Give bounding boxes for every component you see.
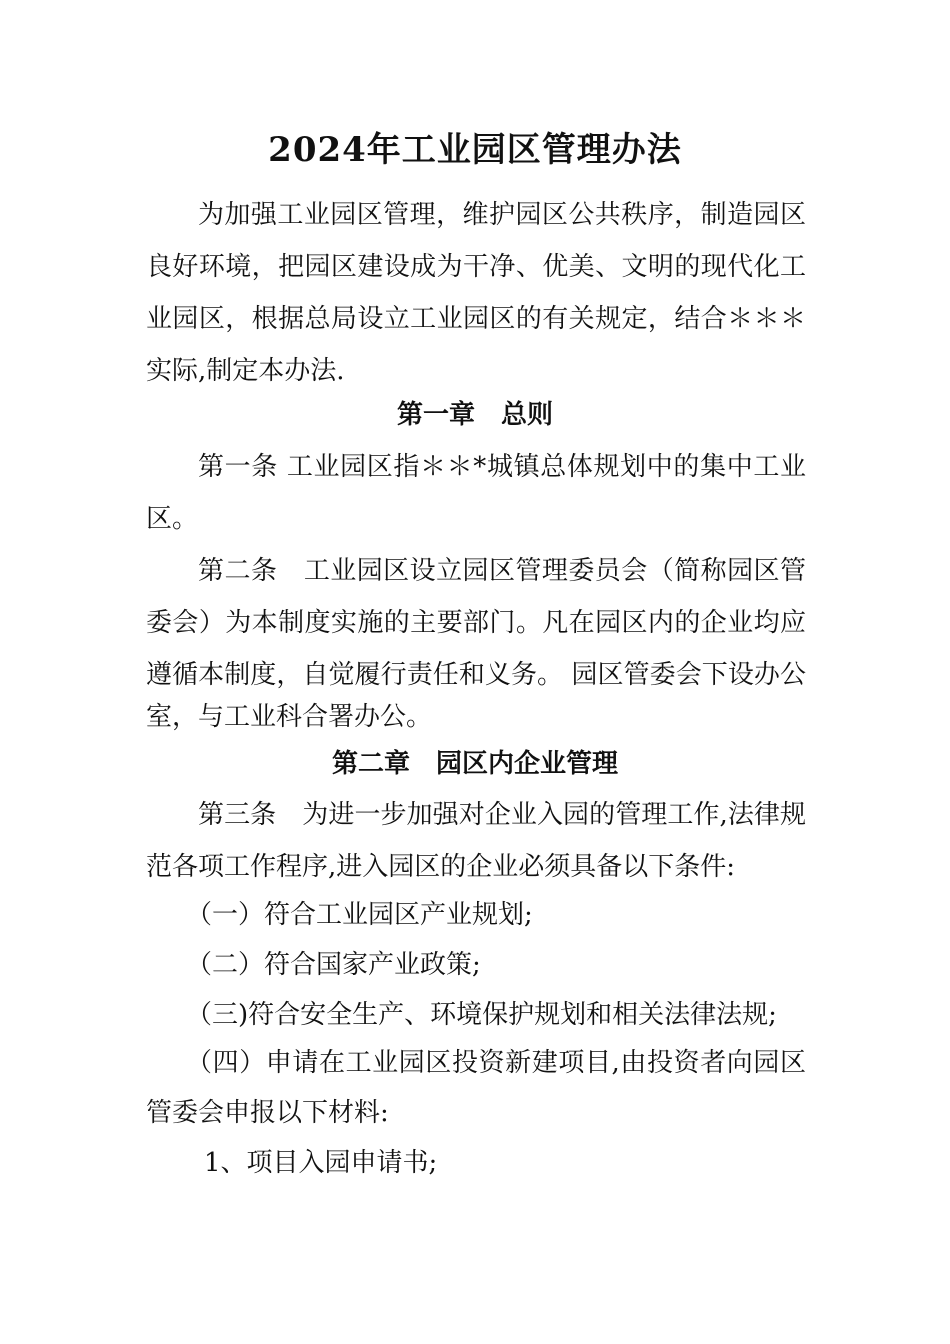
material-item: 1、项目入园申请书; bbox=[204, 1148, 438, 1178]
preamble-line: 为加强工业园区管理，维护园区公共秩序，制造园区 bbox=[198, 200, 806, 230]
article-line: 室，与工业科合署办公。 bbox=[146, 702, 433, 732]
chapter-heading: 第一章 总则 bbox=[396, 400, 553, 430]
condition-item: （三)符合安全生产、环境保护规划和相关法律法规; bbox=[186, 1000, 777, 1030]
condition-item: （二）符合国家产业政策; bbox=[186, 950, 481, 980]
article-line: 范各项工作程序,进入园区的企业必须具备以下条件: bbox=[146, 852, 736, 882]
article-line: 区。 bbox=[146, 504, 199, 534]
preamble-line: 业园区，根据总局设立工业园区的有关规定，结合＊＊＊ bbox=[146, 304, 806, 334]
condition-item: （四）申请在工业园区投资新建项目,由投资者向园区 bbox=[186, 1048, 806, 1078]
preamble-line: 良好环境，把园区建设成为干净、优美、文明的现代化工 bbox=[146, 252, 806, 282]
article-line: 第一条 工业园区指＊＊*城镇总体规划中的集中工业 bbox=[198, 452, 806, 482]
article-line: 第二条 工业园区设立园区管理委员会（简称园区管 bbox=[198, 556, 806, 586]
preamble-line: 实际,制定本办法. bbox=[146, 356, 345, 386]
document-title: 2024年工业园区管理办法 bbox=[268, 130, 682, 170]
condition-item: （一）符合工业园区产业规划; bbox=[186, 900, 533, 930]
article-line: 委会）为本制度实施的主要部门。凡在园区内的企业均应 bbox=[146, 608, 806, 638]
article-line: 第三条 为进一步加强对企业入园的管理工作,法律规 bbox=[198, 800, 806, 830]
condition-item: 管委会申报以下材料: bbox=[146, 1098, 389, 1128]
article-line: 遵循本制度，自觉履行责任和义务。 园区管委会下设办公 bbox=[146, 660, 806, 690]
chapter-heading: 第二章 园区内企业管理 bbox=[331, 749, 618, 779]
